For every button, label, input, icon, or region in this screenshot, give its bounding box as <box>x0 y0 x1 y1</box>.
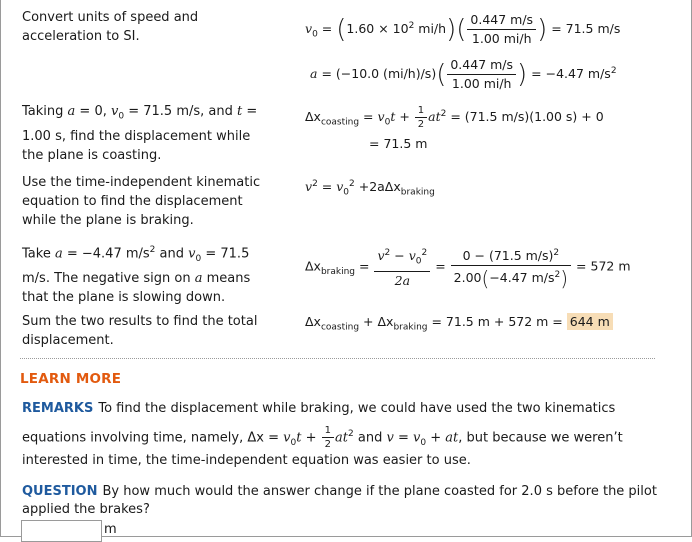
step-4-text: Take a = −4.47 $m/s^2$ and $v_0 = 71.5$ m/s. The negative sign on a means that the plane is slowing down. <box>22 245 251 305</box>
braking-equation: $\Delta x_{braking}$ = $\frac{v^2 - v_0^2}{2a}$ = $\frac{0 - (71.5 m/s)^2}{2.00(-4.47 m/s^2)}$ = 572 m <box>305 245 631 289</box>
learn-more-heading: LEARN MORE <box>20 371 122 387</box>
sum-equation: $\Delta x_{coasting} + \Delta x_{braking} = 71.5$ m + 572 m = 644 m <box>305 314 613 336</box>
step-2-text: Taking a = 0, $v_0 = 71.5$ m/s, and t = 1.00 s, find the displacement while the plane is coasting. <box>22 104 258 163</box>
v2-equation: $v^2 = v_0^2 +2a\Delta x_{braking}$ <box>305 179 435 198</box>
step-3-text: Use the time-independent kinematic equation to find the displacement while the plane is braking. <box>22 175 261 228</box>
remarks-label: REMARKS <box>22 401 94 416</box>
step-5-text: Sum the two results to find the total displacement. <box>22 314 258 348</box>
question-label: QUESTION <box>22 484 98 499</box>
question-text: QUESTION By how much would the answer change if the plane coasted for 2.0 s before the pilot applied the brakes? <box>22 484 657 517</box>
answer-input[interactable] <box>21 520 102 542</box>
coasting-result: = 71.5 m <box>369 136 428 151</box>
remarks-line-2: equations involving time, namely, $\Delta x = v_0t$ + $\frac{1}{2}$ $at^2$ and $v = v_0$ + at, but because we weren’t <box>22 425 623 451</box>
a-equation: a = (−10.0 (mi/h)/s)( $\frac{0.447 m/s}{1.00 mi/h}$ ) = −4.47 $m/s^2$ <box>310 57 617 91</box>
v0-equation: $v_0 = (1.60 \times 10^2$ mi/h)( $\frac{0.447 m/s}{1.00 mi/h}$ ) = 71.5 m/s <box>305 12 621 46</box>
coasting-equation: $\Delta x_{coasting} = v_0t$ + $\frac{1}{2}$ $at^2 = (71.5$ m/s)(1.00 s) + 0 <box>305 105 604 130</box>
step-1-text: Convert units of speed and acceleration to SI. <box>22 10 199 44</box>
remarks-line-3: interested in time, the time-independent equation was easier to use. <box>22 453 471 468</box>
answer-unit: m <box>104 522 117 537</box>
remarks-line-1: REMARKS To find the displacement while braking, we could have used the two kinematics <box>22 401 616 416</box>
section-divider <box>20 358 655 359</box>
final-answer-highlight: 644 m <box>567 313 613 330</box>
